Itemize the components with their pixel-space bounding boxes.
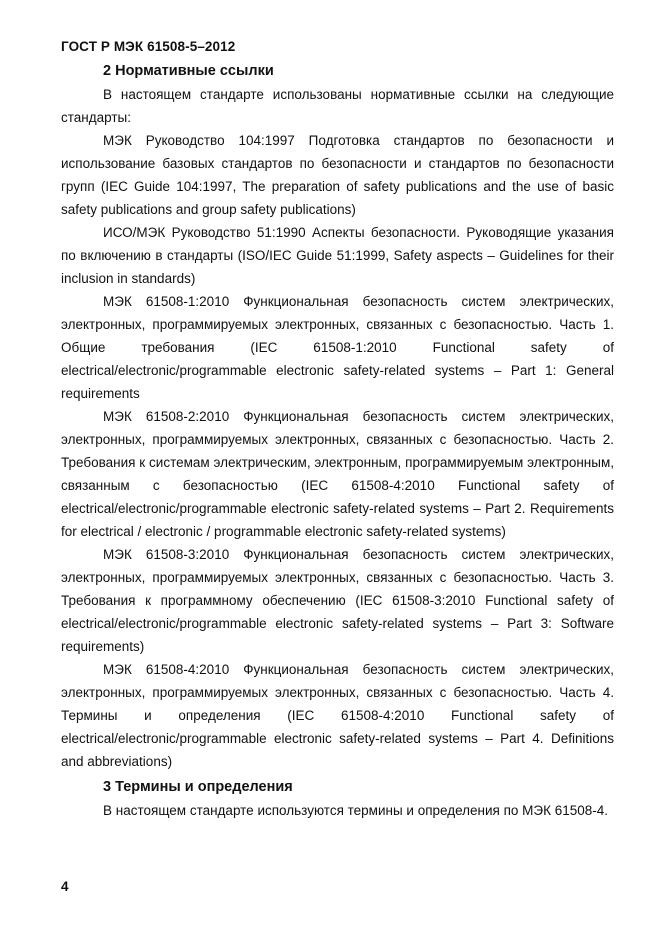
section-2-title: 2 Нормативные ссылки bbox=[103, 63, 274, 79]
section-3-title: 3 Термины и определения bbox=[103, 779, 293, 795]
page-content bbox=[61, 60, 614, 822]
reference-item: МЭК 61508-1:2010 Функциональная безопасность систем электрических, электронных, программируемых электронных, связанных с безопасностью. Часть 1. Общие требования (IEC 61508-1:2010 Functional safety of electrical/electronic/programmable electronic safety-related systems – Part 1: General requirements bbox=[61, 294, 614, 401]
section-3-text: В настоящем стандарте используются термины и определения по МЭК 61508-4. bbox=[103, 803, 609, 818]
document-header: ГОСТ Р МЭК 61508-5–2012 bbox=[61, 39, 236, 54]
section-2-intro: В настоящем стандарте использованы нормативные ссылки на следующие стандарты: bbox=[61, 87, 614, 125]
page-number: 4 bbox=[61, 879, 69, 894]
reference-item: МЭК 61508-2:2010 Функциональная безопасность систем электрических, электронных, программируемых электронных, связанных с безопасностью. Часть 2. Требования к системам электрическим, электронным, программируемым электронным, связанным с безопасностью (IEC 61508-4:2010 Functional safety of electrical/electronic/programmable electronic safety-related systems – Part 2. Requirements for electrical / electronic / programmable electronic safety-related systems) bbox=[61, 409, 614, 539]
reference-item: ИСО/МЭК Руководство 51:1990 Аспекты безопасности. Руководящие указания по включению в стандарты (ISO/IEC Guide 51:1999, Safety aspects – Guidelines for their inclusion in standards) bbox=[61, 225, 614, 286]
reference-item: МЭК Руководство 104:1997 Подготовка стандартов по безопасности и использование базовых стандартов по безопасности и стандартов по безопасности групп (IEC Guide 104:1997, The preparation of safety publications and the use of basic safety publications and group safety publications) bbox=[61, 133, 614, 217]
reference-item: МЭК 61508-4:2010 Функциональная безопасность систем электрических, электронных, программируемых электронных, связанных с безопасностью. Часть 4. Термины и определения (IEC 61508-4:2010 Functional safety of electrical/electronic/programmable electronic safety-related systems – Part 4. Definitions and abbreviations) bbox=[61, 662, 614, 769]
reference-item: МЭК 61508-3:2010 Функциональная безопасность систем электрических, электронных, программируемых электронных, связанных с безопасностью. Часть 3. Требования к программному обеспечению (IEC 61508-3:2010 Functional safety of electrical/electronic/programmable electronic safety-related systems – Part 3: Software requirements) bbox=[61, 547, 614, 654]
